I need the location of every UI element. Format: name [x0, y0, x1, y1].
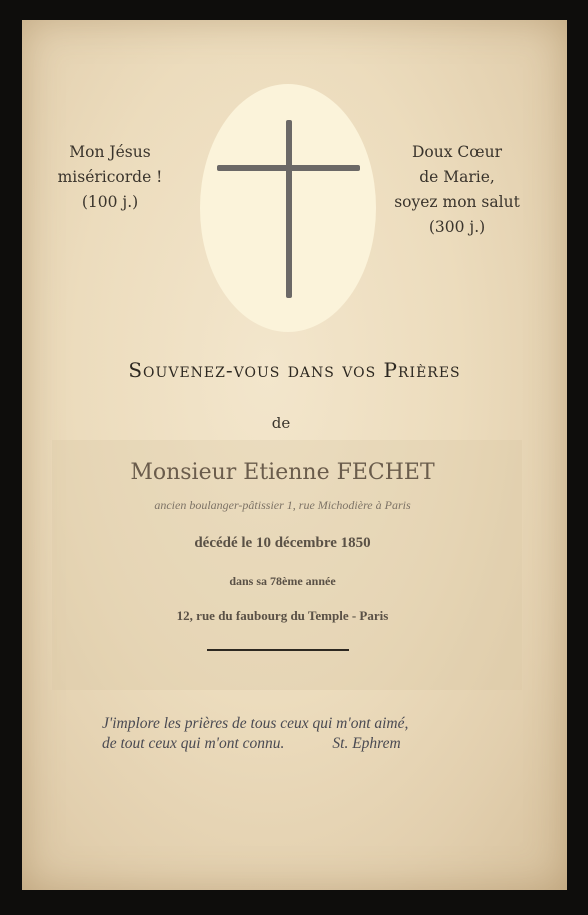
prayer-attribution: St. Ephrem: [332, 735, 401, 752]
left-invocation: [50, 140, 170, 215]
right-invocation-line2: de Marie,: [419, 168, 495, 186]
deceased-name: Monsieur Etienne FECHET: [130, 460, 435, 485]
right-invocation-line1: Doux Cœur: [412, 143, 502, 161]
prayer-line1: J'implore les prières de tous ceux qui m'ont aimé,: [102, 715, 409, 732]
left-invocation-line2: miséricorde !: [57, 168, 163, 186]
remembrance-heading: Souvenez-vous dans vos Prières: [128, 358, 461, 382]
prayer-quote: [102, 714, 542, 754]
right-indulgence: (300 j.): [428, 218, 486, 236]
preposition: de: [271, 414, 291, 432]
memorial-card: [22, 20, 567, 890]
right-invocation-line3: soyez mon salut: [394, 193, 520, 211]
left-invocation-line1: Mon Jésus: [69, 143, 151, 161]
cross-icon-horizontal: [217, 165, 360, 171]
death-date: décédé le 10 décembre 1850: [194, 535, 371, 551]
right-invocation: [382, 140, 532, 240]
cross-icon-vertical: [286, 120, 292, 298]
deceased-address: 12, rue du faubourg du Temple - Paris: [176, 608, 389, 623]
deceased-occupation: ancien boulanger-pâtissier 1, rue Michodière à Paris: [154, 498, 411, 512]
left-indulgence: (100 j.): [81, 193, 139, 211]
prayer-line2: de tout ceux qui m'ont connu.: [102, 735, 285, 752]
deceased-age: dans sa 78ème année: [229, 574, 336, 588]
divider-rule: [207, 649, 349, 651]
